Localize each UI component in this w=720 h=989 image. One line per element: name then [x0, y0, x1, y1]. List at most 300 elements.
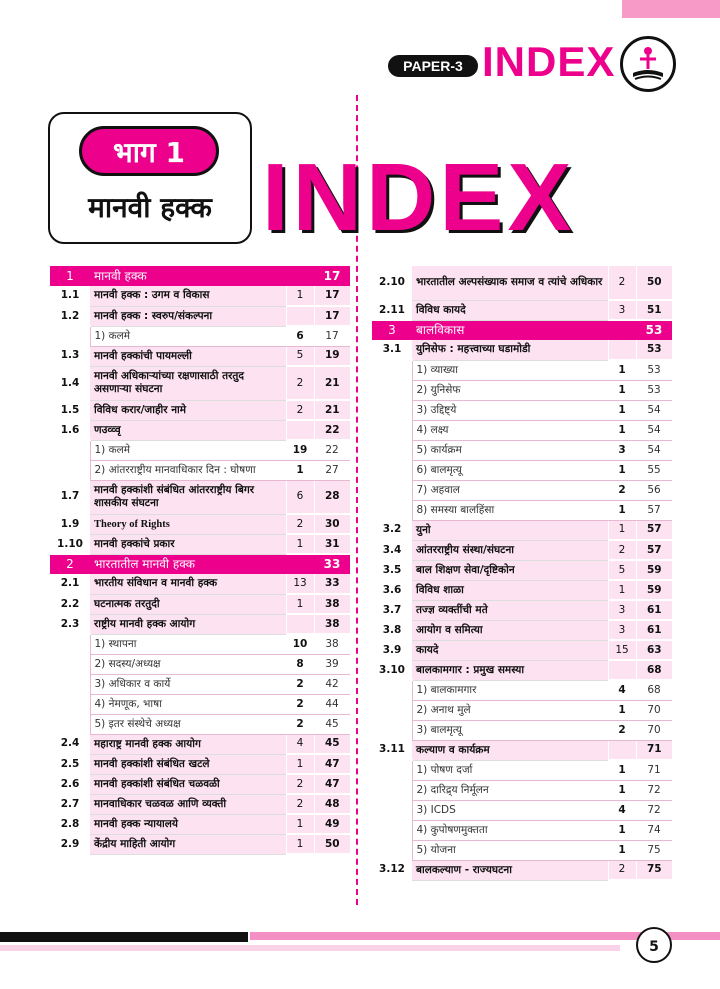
page-ref: 42: [314, 674, 350, 694]
page-ref: 59: [636, 580, 672, 600]
index-title: 1) पोषण दर्जा: [412, 760, 608, 780]
index-title: मानवाधिकार चळवळ आणि व्यक्ती: [90, 794, 286, 814]
index-title: कायदे: [412, 640, 608, 660]
question-count: 3: [608, 600, 636, 620]
question-count: 1: [608, 460, 636, 480]
index-number: [50, 654, 90, 674]
index-title: आंतरराष्ट्रीय संस्था/संघटना: [412, 540, 608, 560]
index-number: 2.1: [50, 574, 90, 594]
index-title: Theory of Rights: [90, 514, 286, 534]
index-number: [372, 500, 412, 520]
index-number: 2.5: [50, 754, 90, 774]
index-title: 3) अधिकार व कार्ये: [90, 674, 286, 694]
page-ref: 61: [636, 620, 672, 640]
index-title: 6) बालमृत्यू: [412, 460, 608, 480]
question-count: 1: [286, 814, 314, 834]
index-title: मानवी हक्क: [90, 266, 286, 286]
index-title: मानवी हक्क न्यायालये: [90, 814, 286, 834]
topic-row: [372, 340, 672, 360]
index-number: [50, 714, 90, 734]
sub-item-row: [372, 400, 672, 420]
question-count: 1: [286, 286, 314, 306]
page-ref: 28: [314, 480, 350, 514]
question-count: 5: [286, 346, 314, 366]
index-number: 1.9: [50, 514, 90, 534]
sub-item-row: [372, 700, 672, 720]
question-count: 1: [608, 760, 636, 780]
index-number: [372, 480, 412, 500]
sub-item-row: [372, 800, 672, 820]
index-number: [50, 674, 90, 694]
index-title: 1) स्थापना: [90, 634, 286, 654]
topic-row: [50, 754, 350, 774]
index-title: 8) समस्या बालहिंसा: [412, 500, 608, 520]
page-ref: 51: [636, 300, 672, 320]
page-ref: 55: [636, 460, 672, 480]
index-number: 3.5: [372, 560, 412, 580]
page-ref: 38: [314, 634, 350, 654]
index-number: 1.3: [50, 346, 90, 366]
sub-item-row: [372, 680, 672, 700]
topic-row: [372, 266, 672, 300]
footer-black-bar: [0, 932, 248, 942]
question-count: [286, 614, 314, 634]
question-count: 3: [608, 620, 636, 640]
page-ref: 22: [314, 420, 350, 440]
question-count: 1: [608, 700, 636, 720]
index-title: मानवी हक्कांचे प्रकार: [90, 534, 286, 554]
page-number: 5: [636, 927, 672, 963]
sub-item-row: [372, 500, 672, 520]
section-row: [50, 554, 350, 574]
big-index-title: INDEX: [262, 144, 576, 251]
question-count: [286, 266, 314, 286]
index-title: तज्ज्ञ व्यक्तींची मते: [412, 600, 608, 620]
sub-item-row: [50, 460, 350, 480]
index-title: भारतातील अल्पसंख्याक समाज व त्यांचे अधिकार: [412, 266, 608, 300]
index-number: [372, 680, 412, 700]
paper-badge: PAPER-3: [388, 55, 478, 77]
topic-row: [50, 574, 350, 594]
sub-item-row: [50, 674, 350, 694]
page-ref: 63: [636, 640, 672, 660]
topic-row: [372, 560, 672, 580]
index-title: 1) कलमे: [90, 440, 286, 460]
index-number: [372, 780, 412, 800]
index-title: 2) दारिद्र्य निर्मूलन: [412, 780, 608, 800]
question-count: [286, 306, 314, 326]
topic-row: [50, 420, 350, 440]
question-count: 2: [608, 860, 636, 880]
question-count: 3: [608, 440, 636, 460]
index-title: केंद्रीय माहिती आयोग: [90, 834, 286, 854]
sub-item-row: [372, 380, 672, 400]
index-number: 3.12: [372, 860, 412, 880]
section-row: [372, 320, 672, 340]
page-ref: 71: [636, 740, 672, 760]
question-count: 1: [286, 594, 314, 614]
topic-row: [50, 834, 350, 854]
question-count: [608, 740, 636, 760]
page-ref: 57: [636, 540, 672, 560]
page-ref: 47: [314, 754, 350, 774]
topic-row: [50, 346, 350, 366]
index-number: [372, 420, 412, 440]
index-number: 2.10: [372, 266, 412, 300]
index-number: 3.9: [372, 640, 412, 660]
index-title: मानवी हक्कांची पायमल्ली: [90, 346, 286, 366]
right-index-table: [372, 266, 672, 881]
index-title: बालविकास: [412, 320, 608, 340]
sub-item-row: [50, 326, 350, 346]
topic-row: [50, 480, 350, 514]
topic-row: [50, 286, 350, 306]
topic-row: [50, 774, 350, 794]
index-number: [372, 380, 412, 400]
page-ref: 31: [314, 534, 350, 554]
index-number: 1.10: [50, 534, 90, 554]
index-title: 4) कुपोषणमुक्तता: [412, 820, 608, 840]
page-ref: 72: [636, 800, 672, 820]
sub-item-row: [50, 714, 350, 734]
index-number: [372, 760, 412, 780]
index-title: 2) आंतरराष्ट्रीय मानवाधिकार दिन : घोषणा: [90, 460, 286, 480]
index-title: मानवी हक्कांशी संबंधित चळवळी: [90, 774, 286, 794]
page-ref: 17: [314, 286, 350, 306]
page-ref: 50: [314, 834, 350, 854]
page-ref: 38: [314, 614, 350, 634]
topic-row: [372, 520, 672, 540]
page-ref: 68: [636, 660, 672, 680]
question-count: 2: [286, 366, 314, 400]
question-count: 5: [608, 560, 636, 580]
question-count: 15: [608, 640, 636, 660]
question-count: 1: [608, 580, 636, 600]
index-number: 3.2: [372, 520, 412, 540]
sub-item-row: [372, 460, 672, 480]
sub-item-row: [372, 820, 672, 840]
index-title: 5) कार्यक्रम: [412, 440, 608, 460]
sub-item-row: [372, 780, 672, 800]
index-number: [50, 440, 90, 460]
page-ref: 45: [314, 734, 350, 754]
page-ref: 57: [636, 520, 672, 540]
page-ref: 53: [636, 340, 672, 360]
index-title: मानवी हक्कांशी संबंधित आंतरराष्ट्रीय बिगर शासकीय संघटना: [90, 480, 286, 514]
index-number: [50, 634, 90, 654]
index-number: 2.8: [50, 814, 90, 834]
index-number: 3.7: [372, 600, 412, 620]
index-title: 2) युनिसेफ: [412, 380, 608, 400]
index-number: 1.5: [50, 400, 90, 420]
topic-row: [50, 794, 350, 814]
topic-row: [50, 366, 350, 400]
page-ref: 17: [314, 266, 350, 286]
index-number: 2.9: [50, 834, 90, 854]
index-number: 3.11: [372, 740, 412, 760]
sub-item-row: [372, 760, 672, 780]
index-number: [372, 360, 412, 380]
index-number: 2.6: [50, 774, 90, 794]
index-title: राष्ट्रीय मानवी हक्क आयोग: [90, 614, 286, 634]
logo-icon: [620, 36, 676, 92]
index-title: 2) सदस्य/अध्यक्ष: [90, 654, 286, 674]
page-ref: 70: [636, 720, 672, 740]
topic-row: [372, 300, 672, 320]
part-label: भाग 1: [79, 126, 219, 176]
topic-row: [50, 306, 350, 326]
question-count: 1: [286, 754, 314, 774]
page-ref: 17: [314, 306, 350, 326]
page-ref: 30: [314, 514, 350, 534]
index-title: 3) उद्दिष्ट्ये: [412, 400, 608, 420]
question-count: 2: [286, 400, 314, 420]
index-title: आयोग व समित्या: [412, 620, 608, 640]
topic-row: [372, 860, 672, 880]
question-count: 1: [286, 534, 314, 554]
question-count: 2: [286, 794, 314, 814]
index-title: भारतीय संविधान व मानवी हक्क: [90, 574, 286, 594]
topic-row: [372, 580, 672, 600]
index-number: [372, 440, 412, 460]
page-ref: 48: [314, 794, 350, 814]
sub-item-row: [50, 694, 350, 714]
index-title: कल्याण व कार्यक्रम: [412, 740, 608, 760]
question-count: [286, 420, 314, 440]
question-count: 1: [608, 520, 636, 540]
index-title: बालकामगार : प्रमुख समस्या: [412, 660, 608, 680]
page-ref: 54: [636, 400, 672, 420]
question-count: 1: [286, 834, 314, 854]
index-number: 2.4: [50, 734, 90, 754]
question-count: [608, 340, 636, 360]
index-number: 2.2: [50, 594, 90, 614]
index-number: 2.7: [50, 794, 90, 814]
index-title: बालकल्याण - राज्यघटना: [412, 860, 608, 880]
page-ref: 54: [636, 420, 672, 440]
sub-item-row: [50, 654, 350, 674]
question-count: [286, 554, 314, 574]
question-count: 4: [608, 800, 636, 820]
page-ref: 74: [636, 820, 672, 840]
index-number: 3: [372, 320, 412, 340]
index-title: 3) बालमृत्यू: [412, 720, 608, 740]
sub-item-row: [372, 480, 672, 500]
index-number: 1.7: [50, 480, 90, 514]
question-count: 1: [608, 360, 636, 380]
index-number: [372, 460, 412, 480]
index-title: मानवी हक्कांशी संबंधित खटले: [90, 754, 286, 774]
sub-item-row: [372, 440, 672, 460]
left-index-table: [50, 266, 350, 855]
index-title: युनिसेफ : महत्त्वाच्या घडामोडी: [412, 340, 608, 360]
index-title: विविध करार/जाहीर नामे: [90, 400, 286, 420]
question-count: [608, 660, 636, 680]
page-ref: 21: [314, 366, 350, 400]
index-number: 2.3: [50, 614, 90, 634]
index-title: मानवी अधिकाऱ्यांच्या रक्षणासाठी तरतुद असणाऱ्या संघटना: [90, 366, 286, 400]
topic-row: [50, 534, 350, 554]
sub-item-row: [50, 634, 350, 654]
question-count: [608, 320, 636, 340]
question-count: 6: [286, 480, 314, 514]
index-title: विविध शाळा: [412, 580, 608, 600]
index-title: 7) अहवाल: [412, 480, 608, 500]
header-title: INDEX: [482, 38, 616, 85]
index-number: 1.1: [50, 286, 90, 306]
topic-row: [50, 614, 350, 634]
index-title: 1) बालकामगार: [412, 680, 608, 700]
index-title: 2) अनाथ मुले: [412, 700, 608, 720]
question-count: 2: [286, 674, 314, 694]
page-ref: 53: [636, 380, 672, 400]
index-number: 2.11: [372, 300, 412, 320]
topic-row: [50, 814, 350, 834]
index-title: बाल शिक्षण सेवा/दृष्टिकोन: [412, 560, 608, 580]
topic-row: [50, 400, 350, 420]
index-number: 3.6: [372, 580, 412, 600]
question-count: 2: [608, 480, 636, 500]
index-number: 3.8: [372, 620, 412, 640]
question-count: 4: [286, 734, 314, 754]
index-number: 1.2: [50, 306, 90, 326]
topic-row: [372, 620, 672, 640]
sub-item-row: [372, 840, 672, 860]
index-title: 5) इतर संस्थेचे अध्यक्ष: [90, 714, 286, 734]
page-ref: 39: [314, 654, 350, 674]
index-title: 4) लक्ष्य: [412, 420, 608, 440]
page-ref: 21: [314, 400, 350, 420]
page-ref: 50: [636, 266, 672, 300]
sub-item-row: [50, 440, 350, 460]
page-ref: 59: [636, 560, 672, 580]
index-number: [372, 700, 412, 720]
index-title: 5) योजना: [412, 840, 608, 860]
question-count: 2: [286, 714, 314, 734]
question-count: 1: [608, 840, 636, 860]
topic-row: [50, 514, 350, 534]
index-title: णउव्व्वृ: [90, 420, 286, 440]
page-ref: 22: [314, 440, 350, 460]
question-count: 19: [286, 440, 314, 460]
sub-item-row: [372, 720, 672, 740]
page-ref: 45: [314, 714, 350, 734]
question-count: 8: [286, 654, 314, 674]
question-count: 2: [286, 694, 314, 714]
question-count: 1: [608, 780, 636, 800]
sub-item-row: [372, 420, 672, 440]
question-count: 1: [608, 500, 636, 520]
index-title: घटनात्मक तरतुदी: [90, 594, 286, 614]
index-number: [50, 694, 90, 714]
index-number: [372, 720, 412, 740]
index-title: विविध कायदे: [412, 300, 608, 320]
footer-light-bar: [0, 945, 620, 951]
page-ref: 49: [314, 814, 350, 834]
page-ref: 47: [314, 774, 350, 794]
question-count: 2: [286, 514, 314, 534]
topic-row: [372, 540, 672, 560]
question-count: 6: [286, 326, 314, 346]
index-number: [50, 460, 90, 480]
index-title: युनो: [412, 520, 608, 540]
page-ref: 38: [314, 594, 350, 614]
part-box: [48, 112, 252, 244]
topic-row: [50, 594, 350, 614]
question-count: 1: [608, 380, 636, 400]
page-ref: 27: [314, 460, 350, 480]
page-ref: 33: [314, 554, 350, 574]
page-ref: 72: [636, 780, 672, 800]
page-ref: 57: [636, 500, 672, 520]
index-title: 1) व्याख्या: [412, 360, 608, 380]
index-title: मानवी हक्क : उगम व विकास: [90, 286, 286, 306]
index-title: महाराष्ट्र मानवी हक्क आयोग: [90, 734, 286, 754]
index-number: [372, 400, 412, 420]
page-ref: 44: [314, 694, 350, 714]
question-count: 13: [286, 574, 314, 594]
index-number: 3.1: [372, 340, 412, 360]
page-ref: 17: [314, 326, 350, 346]
page-ref: 53: [636, 360, 672, 380]
sub-item-row: [372, 360, 672, 380]
index-title: 3) ICDS: [412, 800, 608, 820]
index-number: 3.10: [372, 660, 412, 680]
question-count: 2: [608, 720, 636, 740]
index-title: मानवी हक्क : स्वरुप/संकल्पना: [90, 306, 286, 326]
index-number: 2: [50, 554, 90, 574]
question-count: 2: [608, 540, 636, 560]
index-number: 1.4: [50, 366, 90, 400]
page-ref: 71: [636, 760, 672, 780]
page-ref: 75: [636, 840, 672, 860]
question-count: 1: [608, 400, 636, 420]
index-number: [372, 820, 412, 840]
question-count: 1: [286, 460, 314, 480]
question-count: 4: [608, 680, 636, 700]
index-title: 4) नेमणूक, भाषा: [90, 694, 286, 714]
topic-row: [372, 740, 672, 760]
page-ref: 75: [636, 860, 672, 880]
index-number: 1.6: [50, 420, 90, 440]
page-ref: 61: [636, 600, 672, 620]
page-ref: 68: [636, 680, 672, 700]
page-ref: 70: [636, 700, 672, 720]
index-title: भारतातील मानवी हक्क: [90, 554, 286, 574]
index-title: 1) कलमे: [90, 326, 286, 346]
topic-row: [372, 640, 672, 660]
part-subtitle: मानवी हक्क: [88, 191, 212, 224]
index-number: 1: [50, 266, 90, 286]
index-number: [372, 800, 412, 820]
question-count: 3: [608, 300, 636, 320]
topic-row: [372, 660, 672, 680]
section-row: [50, 266, 350, 286]
page-ref: 53: [636, 320, 672, 340]
question-count: 1: [608, 820, 636, 840]
question-count: 1: [608, 420, 636, 440]
page-ref: 33: [314, 574, 350, 594]
index-number: [372, 840, 412, 860]
question-count: 2: [286, 774, 314, 794]
index-number: [50, 326, 90, 346]
topic-row: [372, 600, 672, 620]
question-count: 10: [286, 634, 314, 654]
page-ref: 19: [314, 346, 350, 366]
question-count: 2: [608, 266, 636, 300]
page-ref: 54: [636, 440, 672, 460]
page-ref: 56: [636, 480, 672, 500]
